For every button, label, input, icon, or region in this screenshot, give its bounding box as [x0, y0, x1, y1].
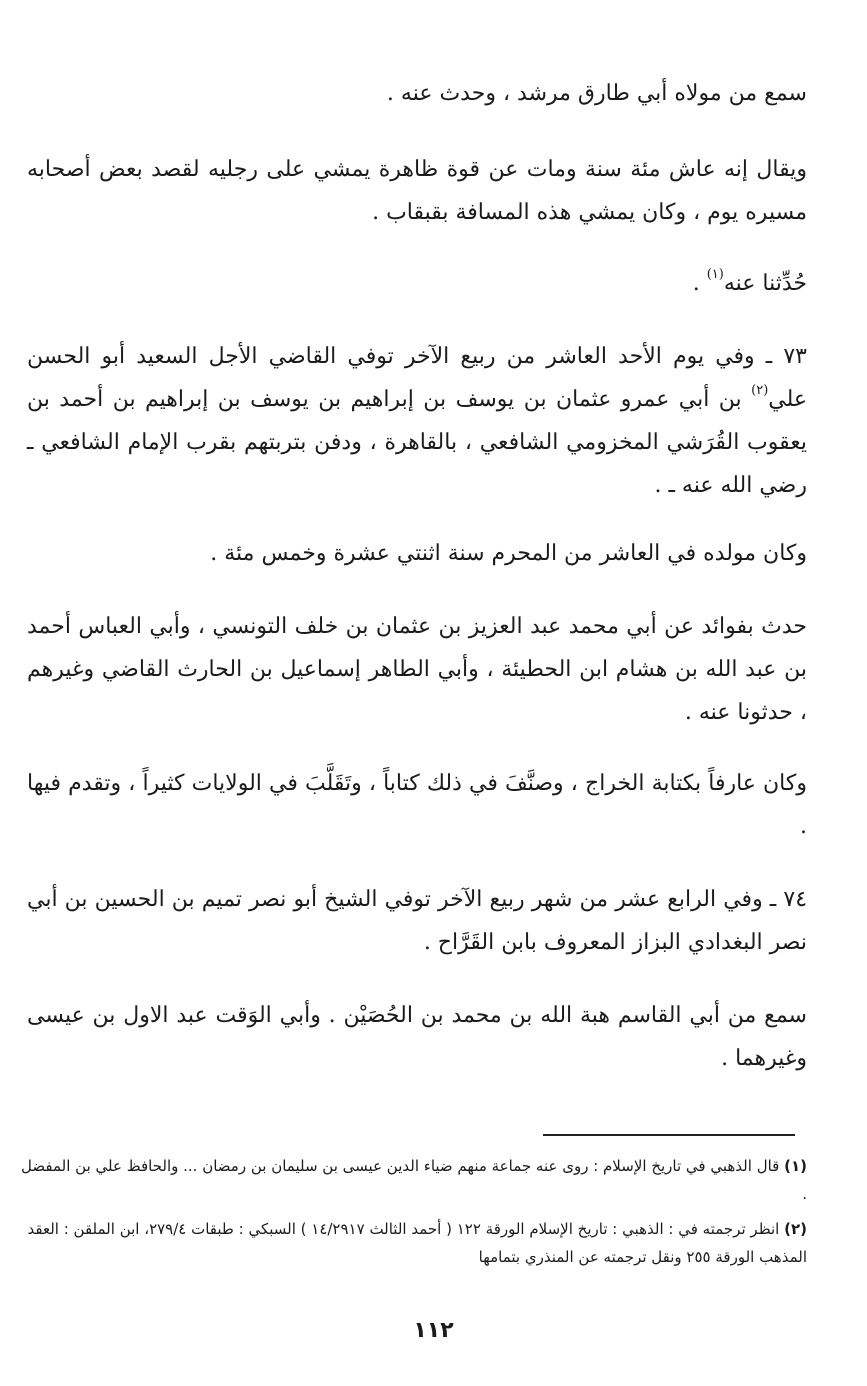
paragraph-heard-from-master [27, 72, 807, 115]
footnote-separator [543, 1134, 795, 1136]
entry-74-paragraph [27, 878, 807, 964]
paragraph-text: ٧٤ ـ وفي الرابع عشر من شهر ربيع الآخر توفي الشيخ أبو نصر تميم بن الحسين بن أبي نصر البغدادي البزاز المعروف بابن القَرَّاح . [27, 887, 808, 955]
footnote-number: (١) [784, 1157, 807, 1175]
paragraph-birth-date [27, 532, 807, 575]
paragraph-text: ٧٣ ـ وفي يوم الأحد العاشر من ربيع الآخر توفي القاضي الأجل السعيد أبو الحسن علي [27, 344, 808, 412]
footnote-1 [17, 1152, 807, 1208]
paragraph-text: بن أبي عمرو عثمان بن يوسف بن إبراهيم بن يوسف بن إبراهيم بن أحمد بن يعقوب القُرَشي المخزومي الشافعي ، بالقاهرة ، ودفن بتربتهم بقرب الإمام الشافعي ـ رضي الله عنه ـ . [27, 387, 807, 498]
paragraph-kharaj-writing [27, 762, 807, 848]
paragraph-narrated-benefits [27, 605, 807, 734]
entry-73-paragraph [27, 335, 807, 507]
footnote-text: قال الذهبي في تاريخ الإسلام : روى عنه جماعة منهم ضياء الدين عيسى بن سليمان بن رمضان ... والحافظ علي بن المفضل . [21, 1157, 807, 1203]
paragraph-lived-hundred-years [27, 148, 807, 234]
footnote-marker-2[interactable]: (٢) [751, 383, 769, 398]
page-number: ١١٢ [413, 1318, 454, 1343]
paragraph-text: سمع من أبي القاسم هبة الله بن محمد بن الحُصَيْن . وأبي الوَقت عبد الاول بن عيسى وغيرهما . [27, 1003, 807, 1071]
paragraph-text: حُدِّثنا عنه [723, 271, 807, 296]
paragraph-narrated-to-us [27, 262, 807, 305]
paragraph-text: وكان مولده في العاشر من المحرم سنة اثنتي عشرة وخمس مئة . [210, 541, 807, 566]
footnote-text: انظر ترجمته في : الذهبي : تاريخ الإسلام الورقة ١٢٢ ( أحمد الثالث ١٤/٢٩١٧ ) السبكي : طبقات ٢٧٩/٤، ابن الملقن : العقد المذهب الورقة ٢٥٥ ونقل ترجمته عن المنذري بتمامها [27, 1220, 807, 1266]
paragraph-heard-from-ibn-husayn [27, 994, 807, 1080]
paragraph-text: ويقال إنه عاش مئة سنة ومات عن قوة ظاهرة يمشي على رجليه لقصد بعض أصحابه مسيره يوم ، وكان يمشي هذه المسافة بقبقاب . [27, 157, 807, 225]
footnote-marker-1[interactable]: (١) [706, 267, 724, 282]
footnote-number: (٢) [784, 1220, 807, 1238]
paragraph-text: وكان عارفاً بكتابة الخراج ، وصنَّفَ في ذلك كتاباً ، وتَقَلَّبَ في الولايات كثيراً ، وتقدم فيها . [27, 771, 807, 839]
paragraph-text: حدث بفوائد عن أبي محمد عبد العزيز بن عثمان بن خلف التونسي ، وأبي العباس أحمد بن عبد الله بن هشام ابن الحطيئة ، وأبي الطاهر إسماعيل بن الحارث القاضي وغيرهم ، حدثونا عنه . [27, 614, 807, 725]
footnote-2 [17, 1215, 807, 1271]
paragraph-end-period: . [692, 271, 707, 296]
paragraph-text: سمع من مولاه أبي طارق مرشد ، وحدث عنه . [386, 81, 807, 106]
